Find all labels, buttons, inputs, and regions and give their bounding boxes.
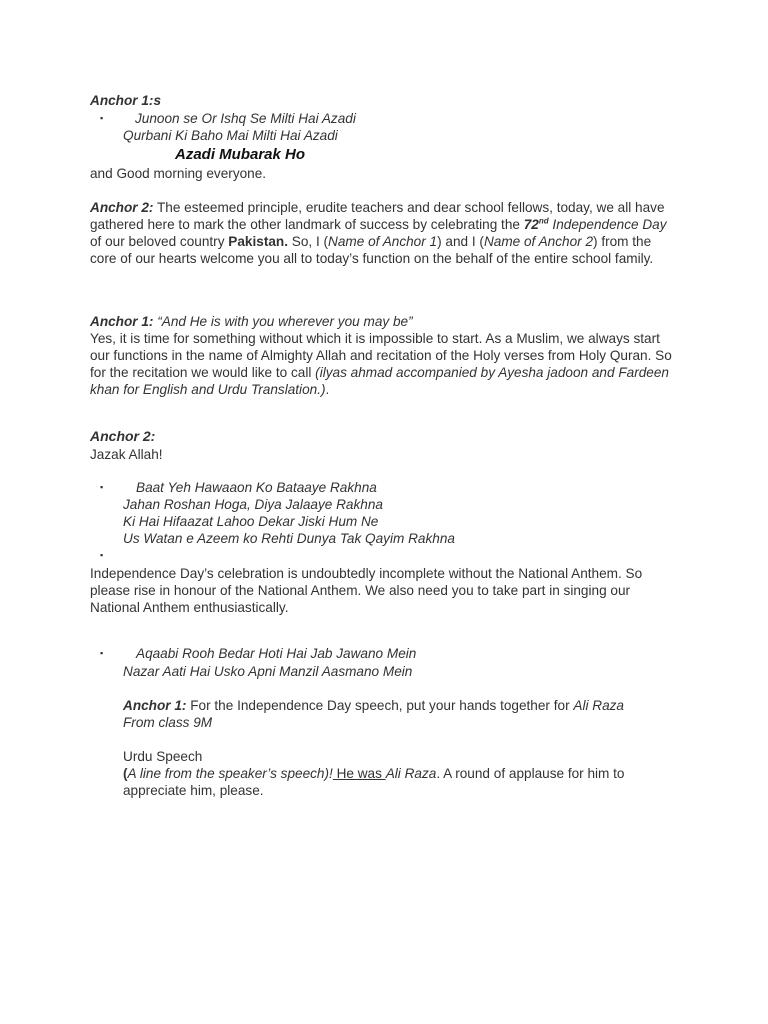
intro-speaker: Anchor 1:s xyxy=(90,93,162,108)
anthem-verse-line-2: Jahan Roshan Hoga, Diya Jalaaye Rakhna xyxy=(123,497,383,512)
urdu-speech-label: Urdu Speech xyxy=(123,749,203,764)
bullet-icon: ▪ xyxy=(100,648,104,658)
bullet-icon: ▪ xyxy=(100,482,104,492)
anchor1-recitation-paragraph: Anchor 1: “And He is with you wherever you may be” Yes, it is time for something without which it is impossible to start. As a Muslim, we always start our functions in the name of Almighty Allah and recitation of the Holy verses from Holy Quran. So for the recitation we would like to call (ilyas ahmad accompanied by Ayesha jadoon and Fardeen khan for English and Urdu Translation.). xyxy=(90,314,672,397)
anthem-paragraph: Independence Day’s celebration is undoubtedly incomplete without the National Anthem. So please rise in honour of the National Anthem. We also need you to take part in singing our National Anthem enthusiastically. xyxy=(90,566,643,615)
speech-verse-line-1: Aqaabi Rooh Bedar Hoti Hai Jab Jawano Mein xyxy=(136,646,417,661)
bullet-icon: ▪ xyxy=(100,550,104,560)
anchor2-thanks: Jazak Allah! xyxy=(90,447,163,462)
speech-verse-line-2: Nazar Aati Hai Usko Apni Manzil Aasmano Mein xyxy=(123,664,413,679)
speech-intro-paragraph: Anchor 1: For the Independence Day speech, put your hands together for Ali Raza From class 9M xyxy=(123,698,624,730)
intro-morning: and Good morning everyone. xyxy=(90,166,267,181)
anchor2-welcome-paragraph: Anchor 2: The esteemed principle, erudite teachers and dear school fellows, today, we all have gathered here to mark the other landmark of success by celebrating the 72nd Independence Day of our beloved country Pakistan. So, I (Name of Anchor 1) and I (Name of Anchor 2) from the core of our hearts welcome you all to today’s function on the behalf of the entire school family. xyxy=(90,200,667,266)
intro-greeting: Azadi Mubarak Ho xyxy=(175,146,306,163)
anthem-verse-line-1: Baat Yeh Hawaaon Ko Bataaye Rakhna xyxy=(136,480,377,495)
bullet-icon: ▪ xyxy=(100,113,104,123)
anthem-verse-line-4: Us Watan e Azeem ko Rehti Dunya Tak Qayim Rakhna xyxy=(123,531,455,546)
intro-verse-line-2: Qurbani Ki Baho Mai Milti Hai Azadi xyxy=(123,128,338,143)
intro-verse-line-1: Junoon se Or Ishq Se Milti Hai Azadi xyxy=(135,111,356,126)
anchor2-anthem-speaker: Anchor 2: xyxy=(90,428,156,444)
speech-applause-paragraph: (A line from the speaker’s speech)! He was Ali Raza. A round of applause for him to appreciate him, please. xyxy=(123,766,625,798)
anthem-verse-line-3: Ki Hai Hifaazat Lahoo Dekar Jiski Hum Ne xyxy=(123,514,379,529)
